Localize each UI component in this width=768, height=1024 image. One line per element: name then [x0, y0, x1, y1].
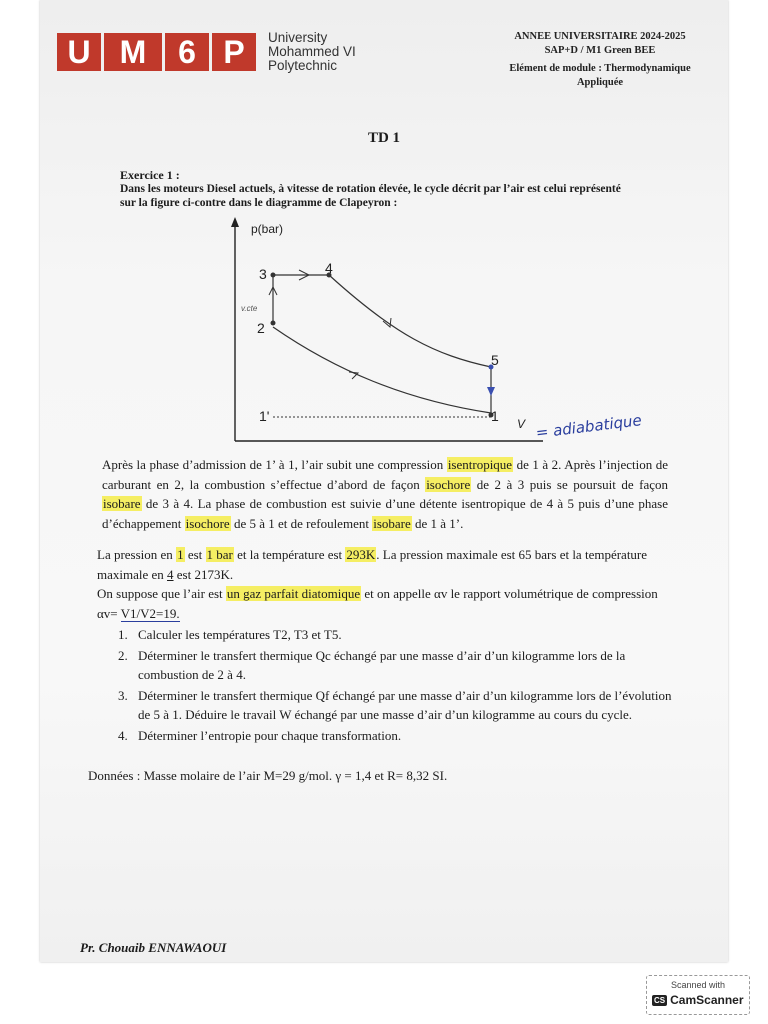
point-marker [271, 321, 276, 326]
scanned-with-text: Scanned with [670, 980, 726, 990]
point-label: 5 [491, 352, 499, 368]
author: Pr. Chouaib ENNAWAOUI [80, 940, 227, 955]
paragraph-cycle-description [102, 455, 668, 533]
highlight: isobare [373, 515, 411, 531]
highlight: isochore [426, 476, 471, 492]
point-label: 3 [259, 266, 267, 282]
academic-year: ANNEE UNIVERSITAIRE 2024-2025 [514, 31, 686, 42]
logo-letter: P [212, 33, 256, 71]
logo-letter: U [57, 33, 101, 71]
text-run: est [184, 547, 206, 562]
question-number: 3. [118, 687, 128, 703]
point-marker [271, 273, 276, 278]
text-run: de 5 à 1 et de refoulement [230, 515, 373, 531]
question-number: 2. [118, 647, 128, 663]
logo-letter: M [104, 33, 162, 71]
point-label: 1' [259, 408, 270, 424]
y-axis-arrow [231, 217, 239, 227]
highlight: isobare [103, 496, 141, 511]
question-number: 4. [118, 727, 128, 743]
highlight: isochore [185, 515, 230, 531]
point-label: 4 [325, 260, 333, 276]
page-title: TD 1 [367, 130, 401, 146]
y-axis-label: p(bar) [251, 222, 284, 236]
data-line: Données : Masse molaire de l’air M=29 g/mol. γ = 1,4 et R= 8,32 SI. [88, 768, 448, 783]
text-run: On suppose que l’air est [97, 586, 226, 601]
arrow-down-icon [487, 387, 495, 396]
question-text: Calculer les températures T2, T3 et T5. [138, 627, 342, 642]
text-run: de 2 à 3 puis se poursuit de façon [471, 476, 668, 492]
highlight: 293K [346, 547, 376, 562]
question-item [110, 726, 680, 746]
exercise-title: Exercice 1 : [120, 168, 180, 182]
text-run: et la température est [233, 547, 346, 562]
text-run: de 1 à 2. Après l’injection de carburant en 2, la combustion s’effectue d’abord de façon [102, 457, 668, 492]
question-text: Déterminer l’entropie pour chaque transformation. [138, 727, 402, 743]
highlight: isentropique [447, 457, 513, 472]
hand-note-adiabatique: = adiabatique [534, 411, 643, 442]
camscanner-brand [652, 993, 744, 1007]
camscanner-logo-icon: CS [654, 995, 666, 1005]
text-run: Après la phase d’admission de 1’ à 1, l’air subit une compression [102, 457, 447, 472]
university-line: Mohammed VI [268, 44, 356, 59]
university-line: Polytechnic [268, 58, 338, 73]
exercise-intro: Dans les moteurs Diesel actuels, à vitesse de rotation élevée, le cycle décrit par l’air est celui représenté sur la figure ci-contre dans le diagramme de Clapeyron : [120, 183, 621, 209]
camscanner-watermark [646, 975, 750, 1015]
text-run: de 3 à 4. La phase de combustion est suivie d’une détente isentropique de 4 à 5 puis d’une phase d’échappement [102, 496, 668, 531]
question-item [110, 686, 680, 725]
logo-letter: 6 [165, 33, 209, 71]
question-list [110, 625, 680, 746]
x-axis-label: V [517, 417, 526, 431]
camscanner-name: CamScanner [670, 993, 744, 1007]
program: SAP+D / M1 Green BEE [544, 45, 656, 56]
detente-4-5 [329, 275, 491, 367]
underlined-text: 4 [167, 566, 174, 582]
highlight: un gaz parfait diatomique [226, 586, 361, 601]
header-info [470, 30, 730, 90]
paragraph-conditions [97, 545, 672, 623]
point-label: 2 [257, 320, 265, 336]
question-item [110, 646, 680, 685]
module-line-2: Appliquée [576, 77, 624, 88]
question-item [110, 625, 680, 645]
university-line: University [268, 30, 328, 45]
highlight: 1 [177, 547, 184, 562]
text-run: et on appelle αv le rapport volumétrique de compression αv= [97, 586, 658, 621]
text-run: . La pression maximale est 65 bars et la température maximale en [97, 547, 648, 582]
text-run: de 1 à 1’. [411, 515, 464, 531]
um6p-logo [57, 33, 256, 71]
question-number: 1. [118, 627, 128, 642]
question-text: Déterminer le transfert thermique Qf échangé par une masse d’air d’un kilogramme lors de l’évolution de 5 à 1. Déduire le travail W échangé par une masse d’air d’un kilogramme au cours du cycle. [138, 687, 672, 722]
clapeyron-diagram [225, 215, 545, 445]
university-name [268, 31, 356, 73]
module-line-1: Elément de module : Thermodynamique [509, 63, 691, 74]
point-label: 1 [491, 408, 499, 424]
text-run: est 2173K. [173, 566, 234, 582]
question-text: Déterminer le transfert thermique Qc échangé par une masse d’air d’un kilogramme lors de la combustion de 2 à 4. [138, 647, 626, 682]
hand-note-small: v.cte [241, 304, 258, 313]
text-run: La pression en [97, 547, 177, 562]
underlined-text: V1/V2=19. [120, 605, 180, 621]
compression-1-2 [273, 327, 491, 413]
highlight: 1 bar [206, 547, 233, 562]
